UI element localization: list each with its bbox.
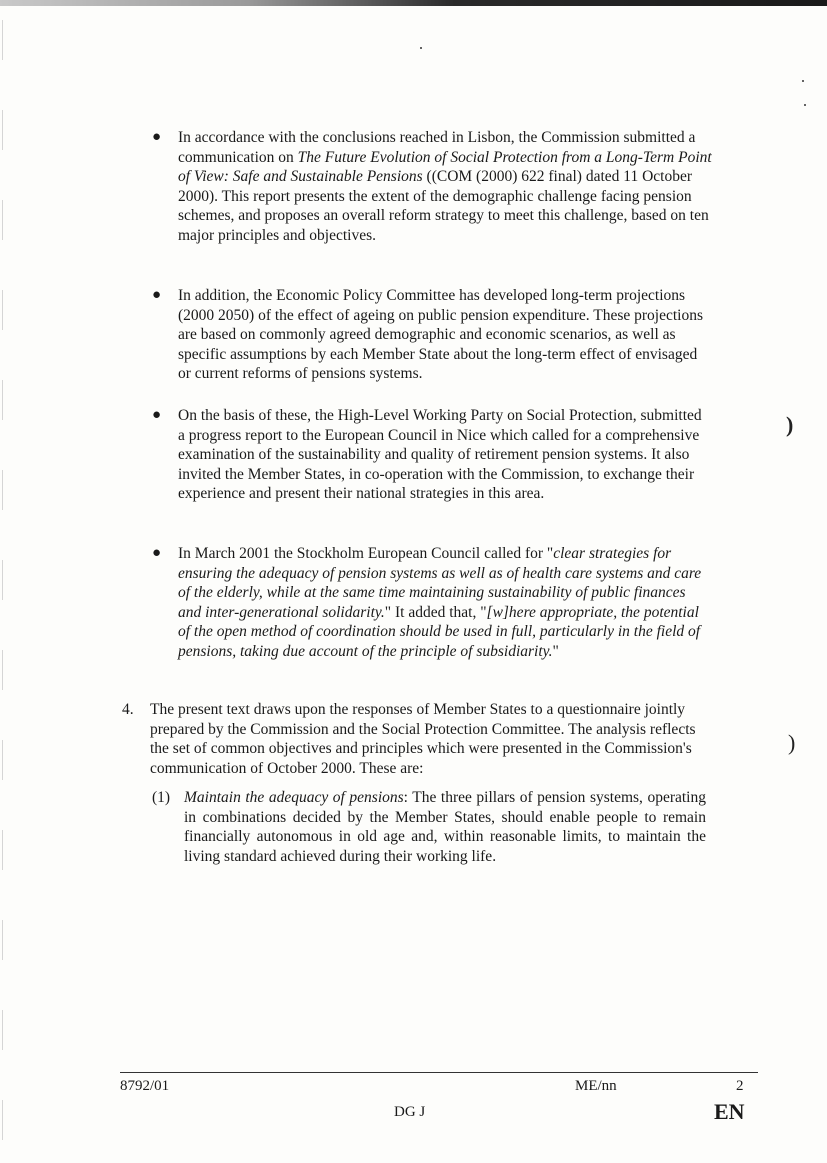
bullet-dot: ●: [152, 287, 162, 303]
directorate-general: DG J: [394, 1104, 426, 1120]
bullet-dot: ●: [152, 129, 162, 145]
top-scan-rule: [0, 0, 827, 6]
punch-hole-mark: ): [786, 412, 794, 437]
objective-number: (1): [152, 789, 171, 806]
footer-rule: [120, 1072, 758, 1073]
scan-speck: [802, 80, 804, 82]
language-code: EN: [714, 1099, 745, 1124]
bullet-dot: ●: [152, 545, 162, 561]
bullet-text: In March 2001 the Stockholm European Council called for "clear strategies for ensuring the adequacy of pension systems as well as of health care systems and care of the elderly, while at the same time maintaining sustainability of public finances and inter-generational solidarity." It added that, "[w]here appropriate, the potential of the open method of coordination should be used in full, particularly in the field of pensions, taking due account of the principle of subsidiarity.": [178, 545, 702, 660]
punch-hole-mark: ): [788, 730, 796, 755]
bullet-item: [152, 406, 712, 504]
bullet-text: In addition, the Economic Policy Committee has developed long-term projections (2000 2050) of the effect of ageing on public pension expenditure. These projections are based on commonly agreed demographic and economic scenarios, as well as specific assumptions by each Member State about the long-term effect of envisaged or current reforms of pensions systems.: [178, 287, 703, 383]
document-number: 8792/01: [120, 1078, 170, 1094]
paragraph-text: The present text draws upon the responses of Member States to a questionnaire jointly prepared by the Commission and the Social Protection Committee. The analysis reflects the set of common objectives and principles which were presented in the Commission's communication of October 2000. These are:: [150, 701, 696, 777]
author-initials: ME/nn: [575, 1078, 617, 1094]
scan-edge-artifact: [2, 20, 3, 1140]
scan-speck: [420, 47, 422, 49]
bullet-dot: ●: [152, 407, 162, 423]
scan-speck: [804, 104, 806, 106]
bullet-text: In accordance with the conclusions reached in Lisbon, the Commission submitted a communication on The Future Evolution of Social Protection from a Long-Term Point of View: Safe and Sustainable Pensions ((COM (2000) 622 final) dated 11 October 2000). This report presents the extent of the demographic challenge facing pension schemes, and proposes an overall reform strategy to meet this challenge, based on ten major principles and objectives.: [178, 129, 712, 244]
bullet-item: [152, 544, 712, 662]
numbered-paragraph: [122, 700, 710, 778]
objective-item: [152, 788, 706, 866]
objective-text: Maintain the adequacy of pensions: The three pillars of pension systems, operating in combinations decided by the Member States, should enable people to remain financially autonomous in old age and, within reasonable limits, to maintain the living standard achieved during their working life.: [184, 789, 706, 865]
bullet-item: [152, 286, 712, 384]
page-number: 2: [736, 1078, 744, 1094]
bullet-item: [152, 128, 712, 246]
bullet-text: On the basis of these, the High-Level Working Party on Social Protection, submitted a progress report to the European Council in Nice which called for a comprehensive examination of the sustainability and quality of retirement pension systems. It also invited the Member States, in co-operation with the Commission, to exchange their experience and present their national strategies in this area.: [178, 407, 702, 503]
paragraph-number: 4.: [122, 701, 134, 718]
